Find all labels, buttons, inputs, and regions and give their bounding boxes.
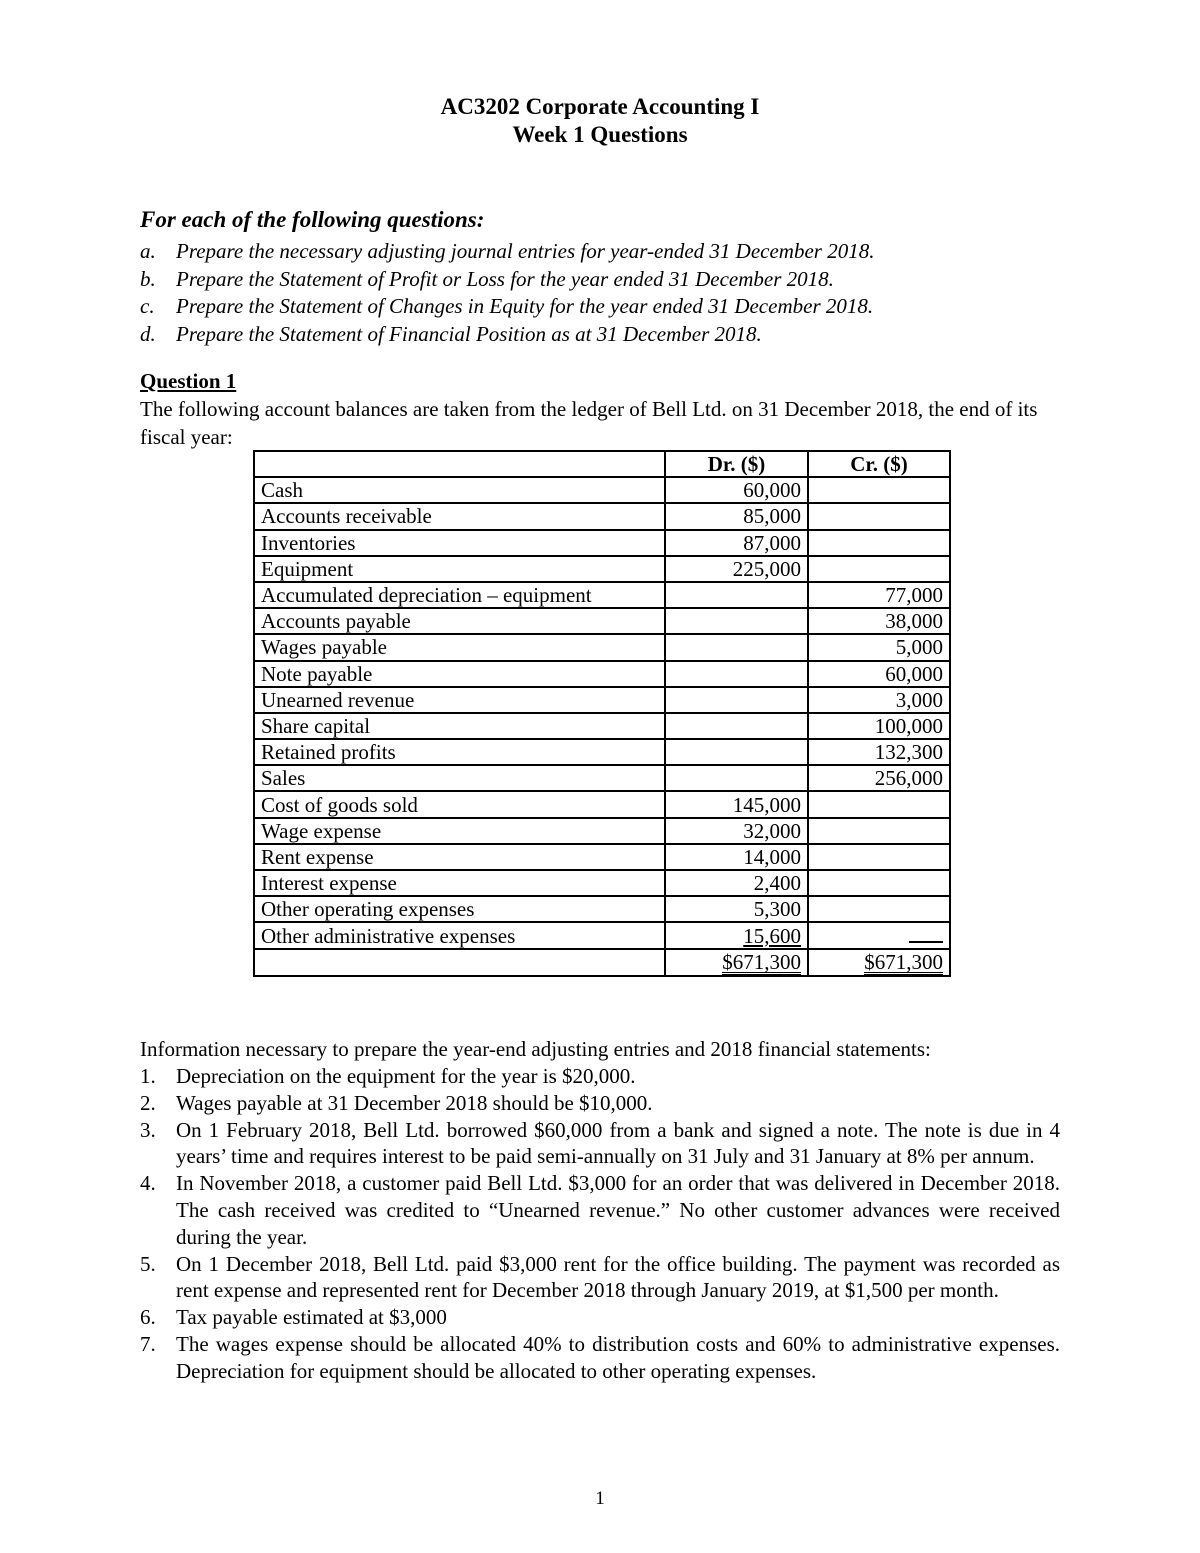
debit-cell: 60,000 [665, 477, 808, 503]
credit-cell [808, 556, 950, 582]
item-text: In November 2018, a customer paid Bell Ltd. $3,000 for an order that was delivered in December 2018. The cash received was credited to “Unearned revenue.” No other customer advances were received during the year. [176, 1171, 1060, 1249]
instruction-letter: d. [140, 321, 156, 346]
table-row [254, 765, 950, 791]
debit-cell: 14,000 [665, 844, 808, 870]
item-number: 1. [140, 1064, 156, 1088]
account-cell: Inventories [254, 530, 665, 556]
account-cell: Cash [254, 477, 665, 503]
credit-cell: 77,000 [808, 582, 950, 608]
item-text: The wages expense should be allocated 40% to distribution costs and 60% to administrative expenses. Depreciation for equipment should be allocated to other operating expenses. [176, 1331, 1060, 1383]
debit-cell [665, 687, 808, 713]
table-row [254, 791, 950, 817]
account-cell: Share capital [254, 713, 665, 739]
debit-cell [665, 922, 808, 949]
instruction-letter: c. [140, 294, 155, 319]
item-text: Wages payable at 31 December 2018 should be $10,000. [176, 1090, 653, 1115]
debit-value: 15,600 [743, 923, 801, 948]
instruction-text: Prepare the Statement of Changes in Equity for the year ended 31 December 2018. [176, 294, 874, 319]
course-title: AC3202 Corporate Accounting I [440, 94, 760, 119]
item-number: 2. [140, 1090, 156, 1115]
credit-cell: 5,000 [808, 634, 950, 660]
table-row [254, 608, 950, 634]
table-row [254, 844, 950, 870]
table-row [254, 530, 950, 556]
account-cell: Unearned revenue [254, 687, 665, 713]
credit-cell [808, 791, 950, 817]
debit-cell: 2,400 [665, 870, 808, 896]
column-header-account [254, 451, 665, 477]
debit-cell [665, 713, 808, 739]
table-row [254, 556, 950, 582]
total-label-cell [254, 949, 665, 976]
instructions-list [140, 238, 1080, 348]
table-row [254, 582, 950, 608]
debit-cell [665, 634, 808, 660]
account-cell: Accumulated depreciation – equipment [254, 582, 665, 608]
debit-cell [665, 608, 808, 634]
list-item [140, 1304, 1060, 1331]
table-row [254, 870, 950, 896]
table-header-row [254, 451, 950, 477]
item-text: On 1 December 2018, Bell Ltd. paid $3,000 rent for the office building. The payment was recorded as rent expense and represented rent for December 2018 through January 2019, at $1,500 per month. [176, 1251, 1060, 1303]
credit-cell [808, 844, 950, 870]
credit-cell [808, 503, 950, 529]
list-item [140, 1251, 1060, 1305]
instruction-text: Prepare the Statement of Profit or Loss for the year ended 31 December 2018. [176, 266, 834, 291]
instruction-item [140, 238, 1080, 266]
instruction-item [140, 266, 1080, 294]
list-item [140, 1331, 1060, 1385]
table-row [254, 503, 950, 529]
debit-cell [665, 739, 808, 765]
debit-cell: 85,000 [665, 503, 808, 529]
column-header-debit: Dr. ($) [665, 451, 808, 477]
week-title: Week 1 Questions [512, 122, 688, 147]
table-row [254, 477, 950, 503]
total-credit-cell [808, 949, 950, 976]
information-list [140, 1063, 1060, 1385]
list-item [140, 1170, 1060, 1250]
instruction-letter: b. [140, 266, 156, 291]
credit-cell [808, 922, 950, 949]
debit-cell [665, 661, 808, 687]
account-cell: Cost of goods sold [254, 791, 665, 817]
account-cell: Sales [254, 765, 665, 791]
credit-cell: 38,000 [808, 608, 950, 634]
credit-cell [808, 818, 950, 844]
instruction-letter: a. [140, 239, 156, 263]
table-row [254, 713, 950, 739]
instruction-item [140, 321, 1080, 349]
total-debit: $671,300 [722, 950, 801, 975]
account-cell: Wages payable [254, 634, 665, 660]
credit-cell [808, 530, 950, 556]
credit-cell [808, 896, 950, 922]
instruction-item [140, 293, 1080, 321]
table-row [254, 687, 950, 713]
debit-cell: 87,000 [665, 530, 808, 556]
debit-cell [665, 582, 808, 608]
instruction-text: Prepare the Statement of Financial Position as at 31 December 2018. [176, 321, 762, 346]
credit-cell [808, 477, 950, 503]
account-cell: Interest expense [254, 870, 665, 896]
list-item [140, 1117, 1060, 1171]
account-cell: Note payable [254, 661, 665, 687]
debit-cell: 5,300 [665, 896, 808, 922]
total-row [254, 949, 950, 976]
item-text: Depreciation on the equipment for the year is $20,000. [176, 1064, 636, 1088]
credit-cell: 3,000 [808, 687, 950, 713]
debit-cell: 225,000 [665, 556, 808, 582]
item-number: 6. [140, 1305, 156, 1330]
table-row [254, 922, 950, 949]
list-item [140, 1090, 1060, 1117]
instructions-heading: For each of the following questions: [140, 207, 485, 232]
account-cell: Rent expense [254, 844, 665, 870]
question-intro: The following account balances are taken from the ledger of Bell Ltd. on 31 December 2018, the end of its fiscal year: [140, 397, 1038, 449]
table-row [254, 818, 950, 844]
page-number: 1 [595, 1488, 605, 1509]
table-row [254, 739, 950, 765]
credit-cell: 60,000 [808, 661, 950, 687]
debit-cell: 145,000 [665, 791, 808, 817]
debit-cell [665, 765, 808, 791]
total-credit: $671,300 [864, 950, 943, 975]
instruction-text: Prepare the necessary adjusting journal entries for year-ended 31 December 2018. [176, 239, 875, 263]
item-number: 3. [140, 1117, 156, 1142]
account-cell: Equipment [254, 556, 665, 582]
ledger-table [253, 450, 951, 977]
debit-cell: 32,000 [665, 818, 808, 844]
item-text: Tax payable estimated at $3,000 [176, 1305, 447, 1330]
question-heading: Question 1 [140, 369, 237, 393]
table-row [254, 634, 950, 660]
credit-cell: 100,000 [808, 713, 950, 739]
item-text: On 1 February 2018, Bell Ltd. borrowed $60,000 from a bank and signed a note. The note is due in 4 years’ time and requires interest to be paid semi-annually on 31 July and 31 January at 8% per annum. [176, 1117, 1060, 1169]
account-cell: Retained profits [254, 739, 665, 765]
list-item [140, 1063, 1060, 1090]
item-number: 4. [140, 1171, 156, 1196]
account-cell: Accounts receivable [254, 503, 665, 529]
account-cell: Wage expense [254, 818, 665, 844]
table-row [254, 896, 950, 922]
total-debit-cell [665, 949, 808, 976]
account-cell: Other operating expenses [254, 896, 665, 922]
credit-cell: 132,300 [808, 739, 950, 765]
account-cell: Accounts payable [254, 608, 665, 634]
credit-cell [808, 870, 950, 896]
credit-underline [909, 923, 943, 943]
information-heading: Information necessary to prepare the year-end adjusting entries and 2018 financial statements: [140, 1037, 931, 1061]
table-row [254, 661, 950, 687]
account-cell: Other administrative expenses [254, 922, 665, 949]
column-header-credit: Cr. ($) [808, 451, 950, 477]
item-number: 7. [140, 1331, 156, 1356]
item-number: 5. [140, 1251, 156, 1276]
credit-cell: 256,000 [808, 765, 950, 791]
